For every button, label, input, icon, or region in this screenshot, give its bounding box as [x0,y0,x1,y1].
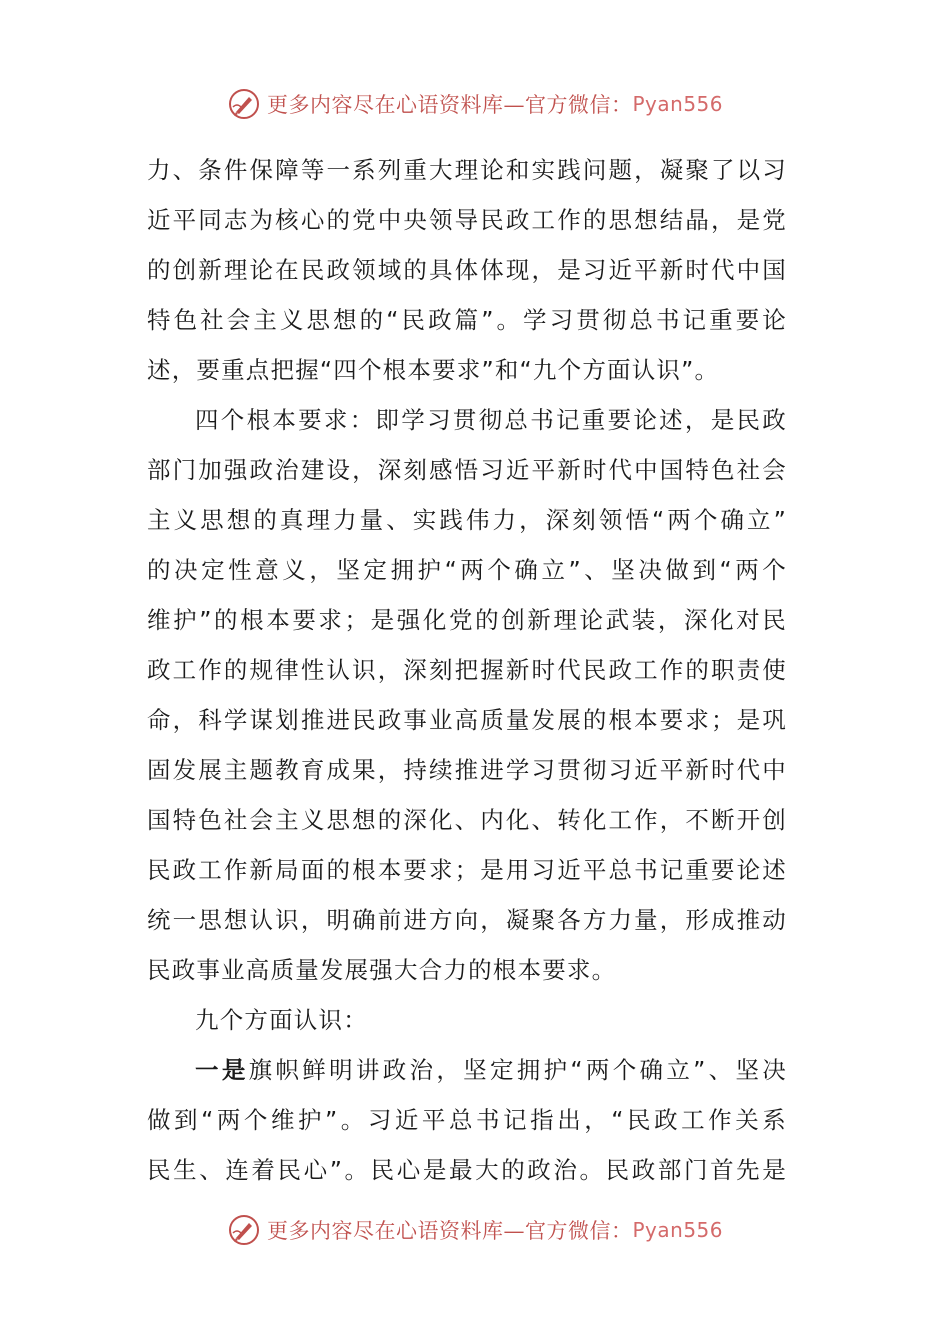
text-line: 民政事业高质量发展强大合力的根本要求。 [147,956,617,984]
text-line: 政工作的规律性认识，深刻把握新时代民政工作的职责使 [147,656,787,684]
text-line: 命，科学谋划推进民政事业高质量发展的根本要求；是巩 [147,706,787,734]
watermark-wechat-id: Pyan556 [632,92,723,116]
text-line: 力、条件保障等一系列重大理论和实践问题，凝聚了以习 [147,156,787,184]
paragraph-start-line [147,1045,787,1095]
pen-logo-icon [227,87,261,121]
text-line: 民生、连着民心”。民心是最大的政治。民政部门首先是 [147,1156,787,1184]
watermark-text: 更多内容尽在心语资料库—官方微信： [266,93,633,117]
section-heading-line: 九个方面认识： [195,1006,368,1034]
watermark-footer [0,1210,950,1250]
text-line: 维护”的根本要求；是强化党的创新理论武装，深化对民 [147,606,787,634]
text-line: 部门加强政治建设，深刻感悟习近平新时代中国特色社会 [147,456,787,484]
text-line: 特色社会主义思想的“民政篇”。学习贯彻总书记重要论 [147,306,787,334]
watermark-wechat-id: Pyan556 [632,1218,723,1242]
text-line: 国特色社会主义思想的深化、内化、转化工作，不断开创 [147,806,787,834]
paragraph-start-line: 四个根本要求：即学习贯彻总书记重要论述，是民政 [195,406,787,434]
text-line: 民政工作新局面的根本要求；是用习近平总书记重要论述 [147,856,787,884]
text-span: 旗帜鲜明讲政治，坚定拥护“两个确立”、坚决 [248,1056,787,1084]
bold-lead: 一是 [195,1056,249,1084]
watermark-header [0,84,950,124]
text-line: 做到“两个维护”。习近平总书记指出，“民政工作关系 [147,1106,787,1134]
text-line: 统一思想认识，明确前进方向，凝聚各方力量，形成推动 [147,906,787,934]
body-text [147,145,787,1195]
text-line: 固发展主题教育成果，持续推进学习贯彻习近平新时代中 [147,756,787,784]
text-line: 的决定性意义，坚定拥护“两个确立”、坚决做到“两个 [147,556,787,584]
pen-logo-icon [227,1213,261,1247]
text-line: 主义思想的真理力量、实践伟力，深刻领悟“两个确立” [147,506,787,534]
text-line: 近平同志为核心的党中央领导民政工作的思想结晶，是党 [147,206,787,234]
watermark-text: 更多内容尽在心语资料库—官方微信： [266,1219,633,1243]
text-line: 的创新理论在民政领域的具体体现，是习近平新时代中国 [147,256,787,284]
text-line: 述，要重点把握“四个根本要求”和“九个方面认识”。 [147,356,720,384]
